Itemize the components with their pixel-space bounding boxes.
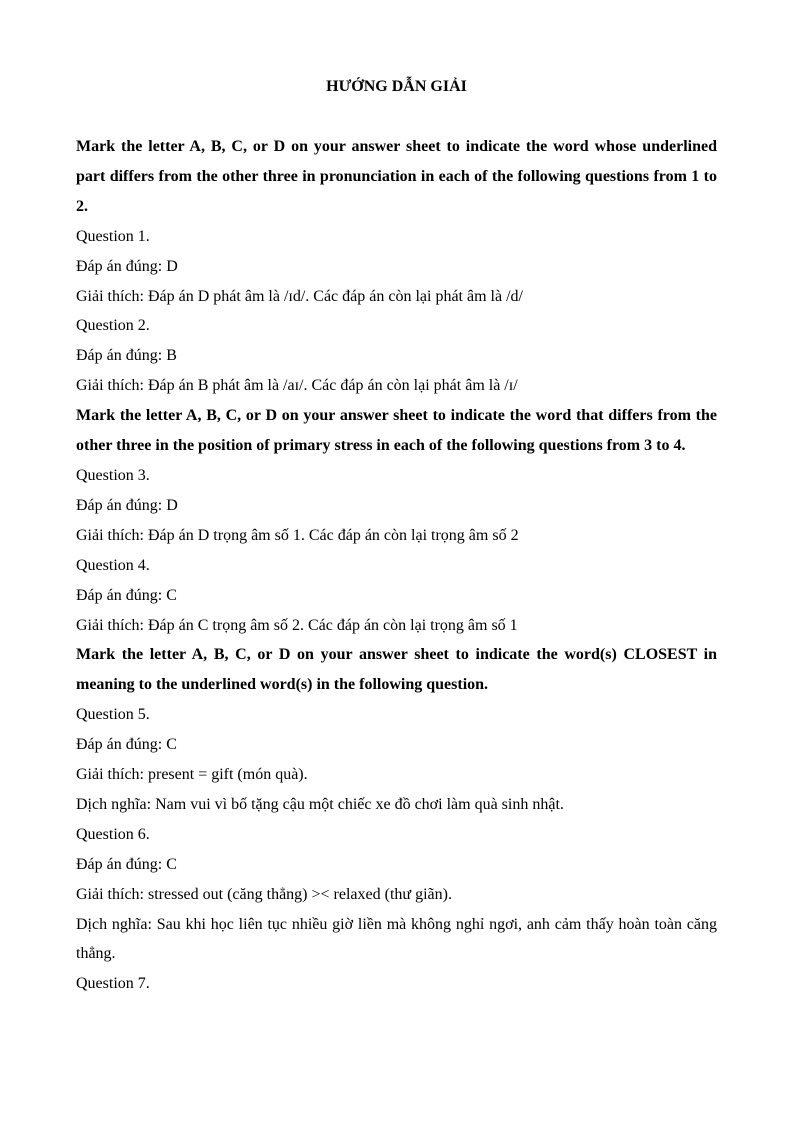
question-label: Question 5. [76,706,150,724]
translation-line: Dịch nghĩa: Sau khi học liên tục nhiều giờ liền mà không nghỉ ngơi, anh cảm thấy hoàn toàn căng thẳng. [76,915,717,963]
question-label: Question 6. [76,825,150,843]
question-label: Question 7. [76,975,150,993]
section-instruction: Mark the letter A, B, C, or D on your answer sheet to indicate the word(s) CLOSEST in meaning to the underlined word(s) in the following question. [76,646,717,694]
explanation-line: Giải thích: Đáp án C trọng âm số 2. Các đáp án còn lại trọng âm số 1 [76,616,518,634]
document-body [76,132,717,999]
question-label: Question 1. [76,227,150,245]
section-instruction: Mark the letter A, B, C, or D on your answer sheet to indicate the word whose underlined part differs from the other three in pronunciation in each of the following questions from 1 to 2. [76,138,717,215]
section-instruction: Mark the letter A, B, C, or D on your answer sheet to indicate the word that differs from the other three in the position of primary stress in each of the following questions from 3 to 4. [76,407,717,455]
question-label: Question 2. [76,317,150,335]
page-title: HƯỚNG DẪN GIẢI [326,78,467,95]
answer-line: Đáp án đúng: B [76,347,177,365]
answer-line: Đáp án đúng: D [76,257,178,275]
question-label: Question 4. [76,556,150,574]
explanation-line: Giải thích: Đáp án B phát âm là /aɪ/. Các đáp án còn lại phát âm là /ɪ/ [76,377,518,395]
translation-line: Dịch nghĩa: Nam vui vì bố tặng cậu một chiếc xe đồ chơi làm quà sinh nhật. [76,795,564,813]
answer-line: Đáp án đúng: D [76,496,178,514]
explanation-line: Giải thích: stressed out (căng thẳng) >< relaxed (thư giãn). [76,885,452,903]
explanation-line: Giải thích: Đáp án D trọng âm số 1. Các đáp án còn lại trọng âm số 2 [76,526,519,544]
answer-line: Đáp án đúng: C [76,736,177,754]
explanation-line: Giải thích: present = gift (món quà). [76,766,308,784]
answer-line: Đáp án đúng: C [76,586,177,604]
explanation-line: Giải thích: Đáp án D phát âm là /ɪd/. Các đáp án còn lại phát âm là /d/ [76,287,523,305]
question-label: Question 3. [76,466,150,484]
answer-line: Đáp án đúng: C [76,855,177,873]
